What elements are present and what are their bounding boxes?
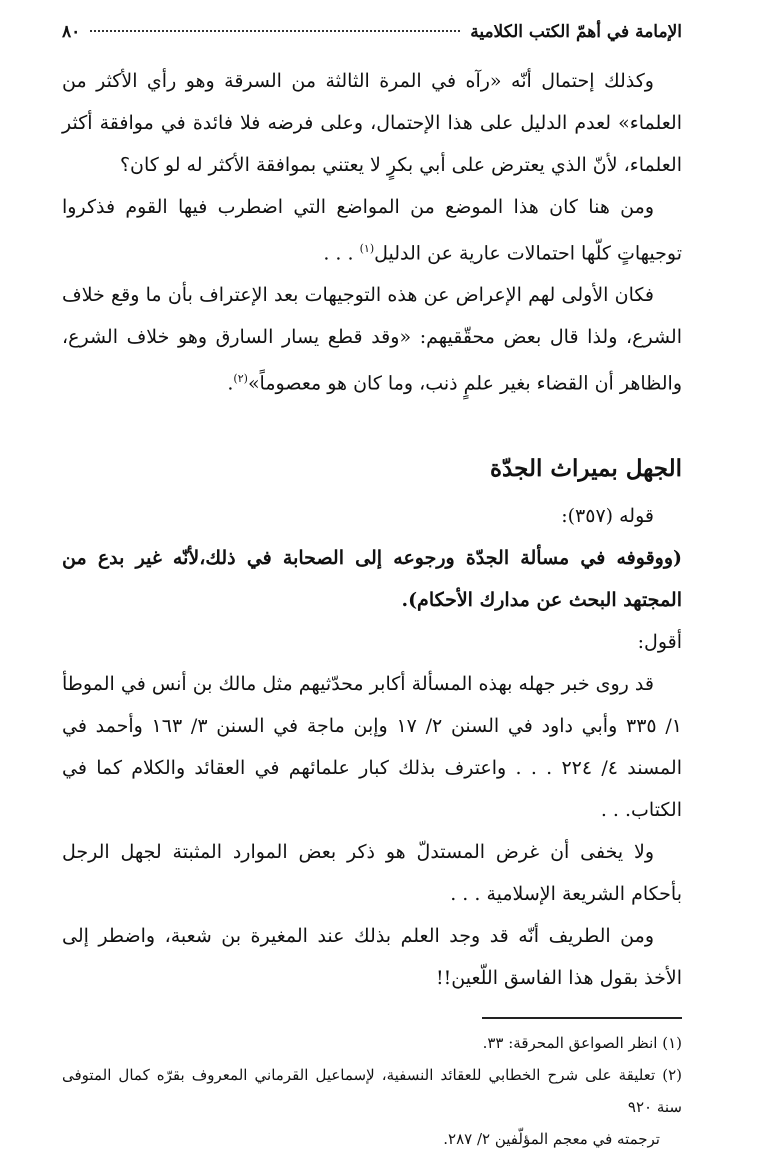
running-title: الإمامة في أهمّ الكتب الكلامية (470, 22, 682, 42)
footnote-1: (١) انظر الصواعق المحرقة: ٣٣. (482, 1033, 682, 1052)
footnote-separator (482, 1017, 682, 1019)
paragraph-1-text: وكذلك إحتمال أنّه «رآه في المرة الثالثة من السرقة وهو رأي الأكثر من العلماء» لعدم الدليل على هذا الإحتمال، وعلى فرضه فلا فائدة في موافقة أكثر العلماء، لأنّ الذي يعترض على أبي بكرٍ لا يعتني بموافقة الأكثر له لو كان؟ (62, 70, 682, 176)
ellipsis: . . . (323, 242, 354, 265)
footnote-ref-2: (٢) (233, 372, 248, 386)
paragraph-4: قد روى خبر جهله بهذه المسألة أكابر محدّثيهم مثل مالك بن أنس في الموطأ ١/ ٣٣٥ وأبي داود في السنن ٢/ ١٧ وإبن ماجة في السنن ٣/ ١٦٣ وأحمد في المسند ٤/ ٢٢٤ . . . واعترف بذلك كبار علمائهم في العقائد والكلام كما في الكتاب. . . (62, 672, 682, 821)
page-number: ٨٠ (62, 22, 81, 42)
paragraph-1 (62, 60, 682, 186)
header-dotted-leader (90, 30, 460, 32)
paragraph-6: ومن الطريف أنّه قد وجد العلم بذلك عند المغيرة بن شعبة، واضطر إلى الأخذ بقول هذا الفاسق اللّعين!! (62, 924, 682, 989)
footnote-2-line-2: ترجمته في معجم المؤلّفين ٢/ ٢٨٧. (443, 1129, 660, 1148)
paragraph-3-text: فكان الأولى لهم الإعراض عن هذه التوجيهات بعد الإعتراف بأن ما وقع خلاف الشرع، ولذا قال بعض محقّقيهم: «وقد قطع يسار السارق وهو خلاف الشرع، والظاهر أن القضاء بغير علمٍ ذنب، وما كان هو معصوماً» (62, 284, 682, 395)
footnote-2-line-1: (٢) تعليقة على شرح الخطابي للعقائد النسفية، لإسماعيل القرماني المعروف بقرّه كمال المتوفى سنة ٩٢٠ (62, 1065, 682, 1116)
footnote-ref-1: (١) (359, 242, 375, 255)
quoted-text: (ووقوفه في مسألة الجدّة ورجوعه إلى الصحابة في ذلك،لأنّه غير بدع من المجتهد البحث عن مدارك الأحكام). (62, 546, 682, 611)
paragraph-2 (62, 186, 682, 274)
period: . (227, 372, 234, 395)
page-header (62, 22, 682, 60)
book-page (62, 22, 682, 1155)
quote-label: قوله (٣٥٧): (561, 504, 654, 527)
aqul-label: أقول: (637, 630, 682, 653)
section-heading: الجهل بميراث الجدّة (489, 454, 682, 482)
paragraph-2-text: ومن هنا كان هذا الموضع من المواضع التي اضطرب فيها القوم فذكروا توجيهاتٍ كلّها احتمالات عارية عن الدليل (62, 196, 682, 265)
paragraph-5: ولا يخفى أن غرض المستدلّ هو ذكر بعض الموارد المثبتة لجهل الرجل بأحكام الشريعة الإسلامية . . . (62, 840, 682, 905)
paragraph-3 (62, 274, 682, 404)
